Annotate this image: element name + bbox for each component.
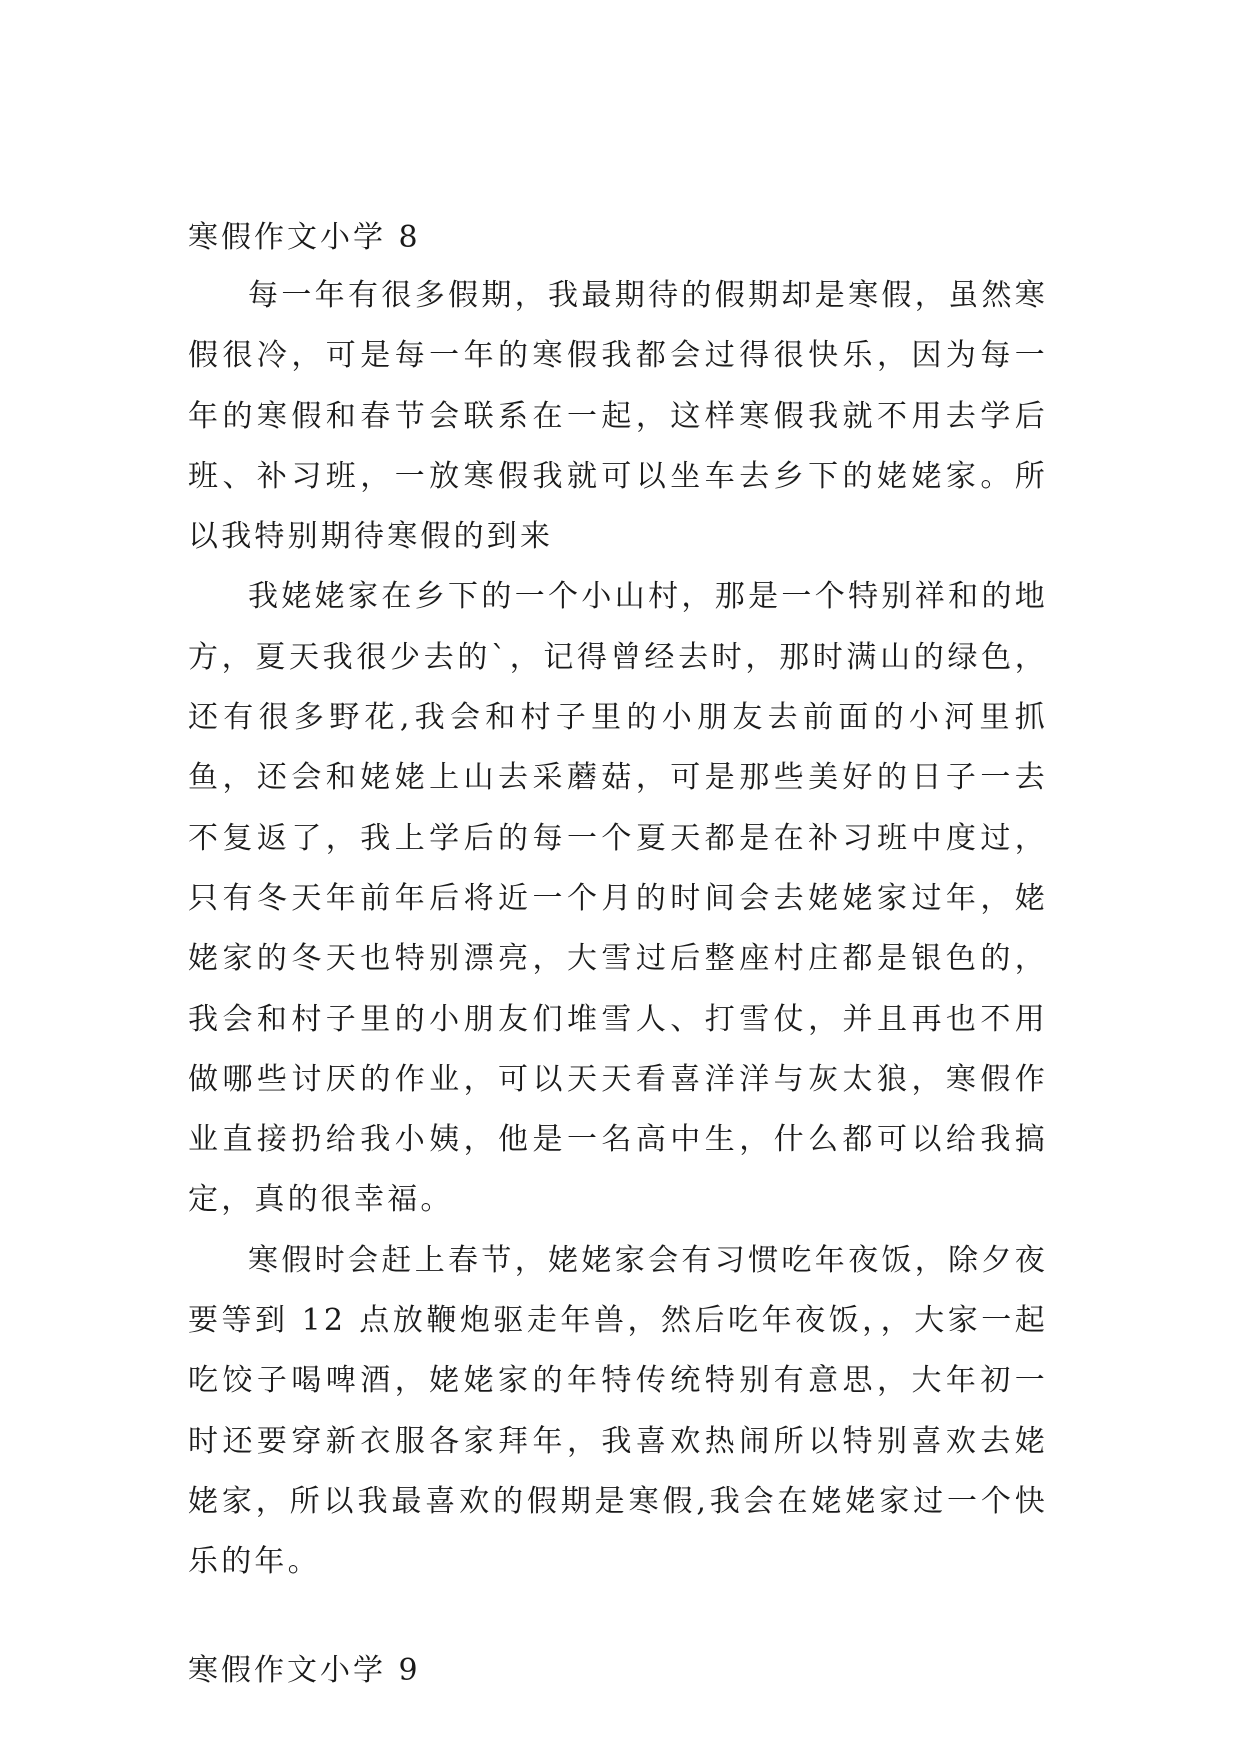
paragraph: 每一年有很多假期，我最期待的假期却是寒假，虽然寒假很冷，可是每一年的寒假我都会过得很快乐，因为每一年的寒假和春节会联系在一起，这样寒假我就不用去学后班、补习班，一放寒假我就可以坐车去乡下的姥姥家。所以我特别期待寒假的到来 [188, 278, 1048, 555]
paragraph: 寒假时会赶上春节，姥姥家会有习惯吃年夜饭，除夕夜要等到 12 点放鞭炮驱走年兽，然后吃年夜饭，，大家一起吃饺子喝啤酒，姥姥家的年特传统特别有意思，大年初一时还要穿新衣服各家拜年，我喜欢热闹所以特别喜欢去姥姥家，所以我最喜欢的假期是寒假,我会在姥姥家过一个快乐的年。 [188, 1242, 1048, 1580]
document-page [188, 218, 1048, 1691]
paragraph: 我姥姥家在乡下的一个小山村，那是一个特别祥和的地方，夏天我很少去的`，记得曾经去时，那时满山的绿色，还有很多野花,我会和村子里的小朋友去前面的小河里抓鱼，还会和姥姥上山去采蘑菇，可是那些美好的日子一去不复返了，我上学后的每一个夏天都是在补习班中度过，只有冬天年前年后将近一个月的时间会去姥姥家过年，姥姥家的冬天也特别漂亮，大雪过后整座村庄都是银色的，我会和村子里的小朋友们堆雪人、打雪仗，并且再也不用做哪些讨厌的作业，可以天天看喜洋洋与灰太狼，寒假作业直接扔给我小姨，他是一名高中生，什么都可以给我搞定，真的很幸福。 [188, 579, 1048, 1218]
section-title: 寒假作文小学 8 [188, 220, 421, 255]
section-title: 寒假作文小学 9 [188, 1652, 421, 1688]
